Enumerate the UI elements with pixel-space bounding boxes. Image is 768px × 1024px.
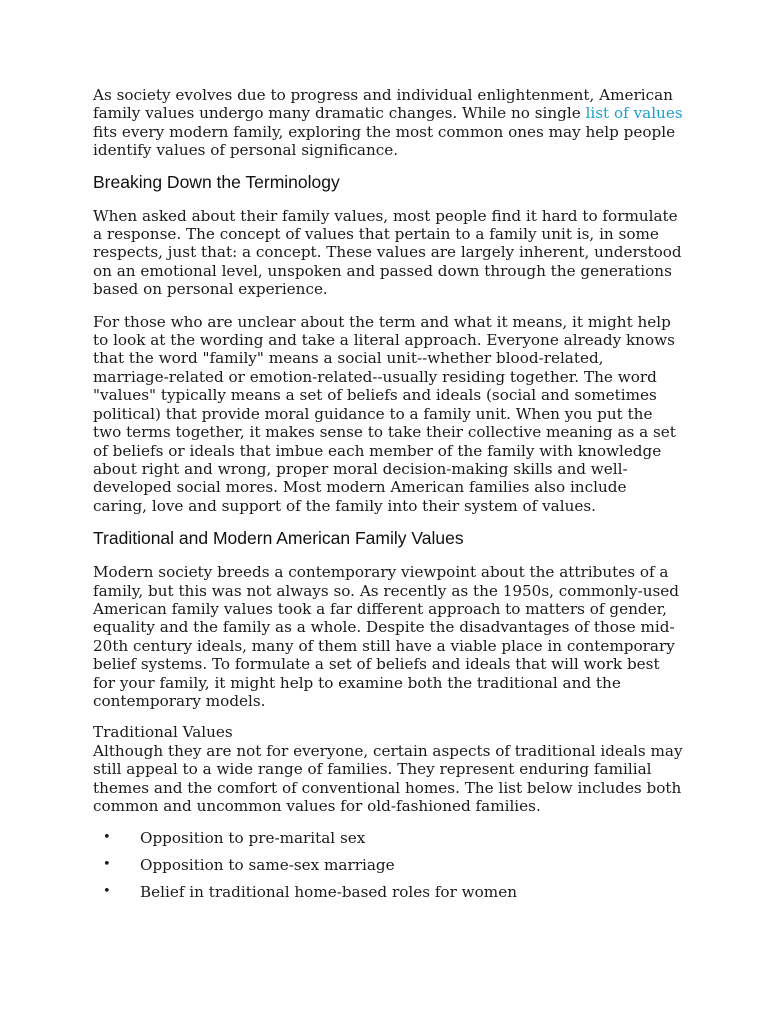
subheading-traditional-values: Traditional Values: [93, 723, 233, 742]
intro-text-after-link: fits every modern family, exploring the most common ones may help people identify values of personal significance.: [93, 122, 676, 160]
terminology-paragraph-2: For those who are unclear about the term and what it means, it might help to look at the wording and take a literal approach. Everyone already knows that the word "family" means a social unit--whether blood-related, marriage-related or emotion-related--usually residing together. The word "values" typically means a set of beliefs and ideals (social and sometimes political) that provide moral guidance to a family unit. When you put the two terms together, it makes sense to take their collective meaning as a set of beliefs or ideals that imbue each member of the family with knowledge about right and wrong, proper moral decision-making skills and well-developed social mores. Most modern American families also include caring, love and support of the family into their system of values.: [93, 312, 676, 515]
list-of-values-link[interactable]: list of values: [585, 104, 683, 123]
section-heading-family-values: Traditional and Modern American Family Values: [93, 528, 464, 549]
list-item: [93, 883, 683, 910]
bullet-icon: •: [103, 884, 111, 900]
list-item: [93, 856, 683, 883]
intro-text-before-link: As society evolves due to progress and individual enlightenment, American family values undergo many dramatic changes. While no single: [93, 86, 673, 123]
document-page: [93, 86, 683, 910]
list-item: [93, 829, 683, 856]
list-item-text: Opposition to pre-marital sex: [140, 829, 366, 848]
list-item-text: Opposition to same-sex marriage: [140, 856, 395, 875]
traditional-values-paragraph: Although they are not for everyone, certain aspects of traditional ideals may still appeal to a wide range of families. They represent enduring familial themes and the comfort of conventional homes. The list below includes both common and uncommon values for old-fashioned families.: [93, 741, 683, 815]
bullet-icon: •: [103, 857, 111, 873]
traditional-values-list: [93, 829, 683, 910]
intro-paragraph: [93, 86, 683, 160]
list-item-text: Belief in traditional home-based roles for women: [140, 883, 517, 902]
family-values-paragraph: Modern society breeds a contemporary viewpoint about the attributes of a family, but this was not always so. As recently as the 1950s, commonly-used American family values took a far different approach to matters of gender, equality and the family as a whole. Despite the disadvantages of those mid-20th century ideals, many of them still have a viable place in contemporary belief systems. To formulate a set of beliefs and ideals that will work best for your family, it might help to examine both the traditional and the contemporary models.: [93, 563, 680, 710]
bullet-icon: •: [103, 830, 111, 846]
terminology-paragraph-1: When asked about their family values, most people find it hard to formulate a response. The concept of values that pertain to a family unit is, in some respects, just that: a concept. These values are largely inherent, understood on an emotional level, unspoken and passed down through the generations based on personal experience.: [93, 206, 682, 299]
section-heading-terminology: Breaking Down the Terminology: [93, 171, 340, 192]
